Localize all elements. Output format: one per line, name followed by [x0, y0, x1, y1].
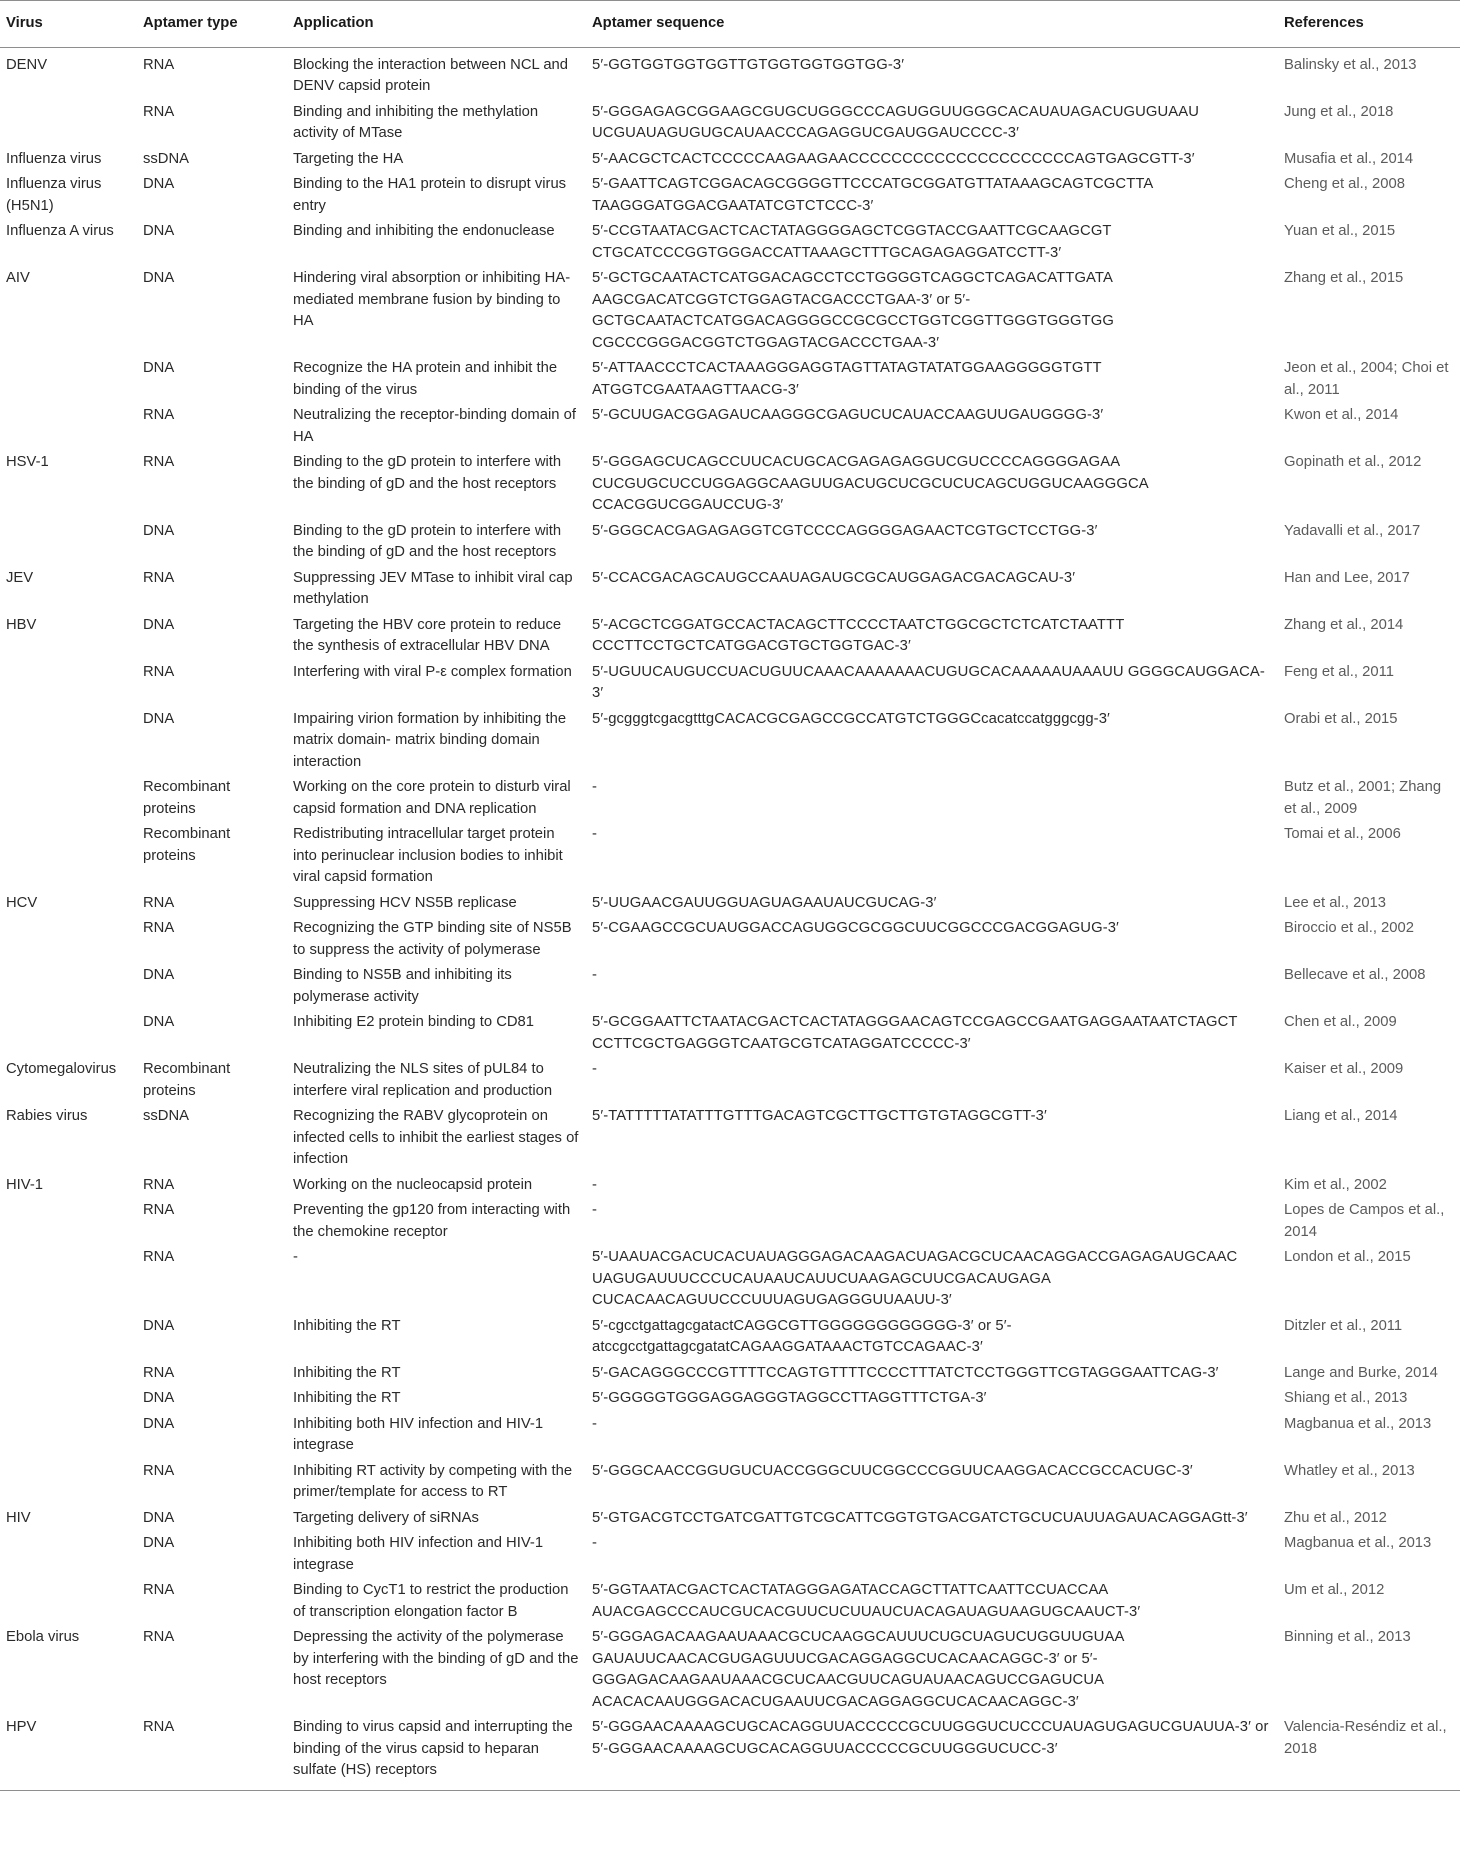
virus-cell [0, 1412, 137, 1459]
aptamer-type-cell: DNA [143, 176, 175, 192]
reference-cell: Kim et al., 2002 [1284, 1176, 1387, 1193]
application-cell: Inhibiting both HIV infection and HIV-1 integrase [293, 1535, 544, 1573]
application-cell: Recognizing the RABV glycoprotein on infected cells to inhibit the earliest stages of infection [293, 1108, 579, 1167]
table-row [0, 1459, 1460, 1506]
table-row [0, 1531, 1460, 1578]
virus-cell [0, 1459, 137, 1506]
virus-cell [0, 356, 137, 403]
reference-cell: Lange and Burke, 2014 [1284, 1364, 1438, 1381]
virus-cell: HSV-1 [6, 454, 49, 470]
table-row [0, 1506, 1460, 1532]
aptamer-type-cell: RNA [143, 1364, 175, 1381]
virus-cell [0, 1531, 137, 1578]
virus-cell: Influenza A virus [6, 223, 114, 239]
table-row [0, 1198, 1460, 1245]
application-cell: Neutralizing the receptor-binding domain of HA [293, 407, 576, 445]
aptamer-sequence-cell: 5′-UAAUACGACUCACUAUAGGGAGACAAGACUAGACGCUCAACAGGACCGAGAGAUGCAAC UAGUGAUUUCCCUCAUAAUCAUUCUAAGAGCUUCGACAUGAGA CUCACAACAGUUCCCUUUAGUGAGGGUUAAUU-3′ [592, 1249, 1238, 1308]
application-cell: Inhibiting the RT [293, 1390, 401, 1406]
virus-cell: HIV-1 [6, 1176, 44, 1193]
reference-cell: Bellecave et al., 2008 [1284, 967, 1426, 983]
reference-cell: Zhu et al., 2012 [1284, 1509, 1387, 1526]
application-cell: Working on the nucleocapsid protein [293, 1176, 533, 1193]
virus-cell: DENV [6, 56, 48, 73]
aptamer-type-cell: Recombinant proteins [143, 779, 231, 817]
application-cell: Suppressing HCV NS5B replicase [293, 894, 517, 911]
aptamer-sequence-cell: 5′-UUGAACGAUUGGUAGUAGAAUAUCGUCAG-3′ [592, 894, 937, 911]
application-cell: Binding and inhibiting the methylation activity of MTase [293, 103, 539, 141]
virus-cell [0, 1010, 137, 1057]
reference-cell: Ditzler et al., 2011 [1284, 1317, 1403, 1334]
aptamer-sequence-cell: 5′-CGAAGCCGCUAUGGACCAGUGGCGCGGCUUCGGCCCGACGGAGUG-3′ [592, 920, 1119, 936]
aptamer-sequence-cell: 5′-AACGCTCACTCCCCCAAGAAGAACCCCCCCCCCCCCCCCCCCCCAGTGAGCGTT-3′ [592, 150, 1195, 167]
table-row [0, 891, 1460, 917]
virus-cell [0, 963, 137, 1010]
aptamer-sequence-cell: - [592, 779, 598, 795]
reference-cell: Yadavalli et al., 2017 [1284, 522, 1421, 539]
aptamer-sequence-cell: - [592, 1061, 598, 1077]
aptamer-type-cell: Recombinant proteins [143, 1061, 231, 1099]
aptamer-sequence-cell: 5′-GGGGGTGGGAGGAGGGTAGGCCTTAGGTTTCTGA-3′ [592, 1390, 987, 1406]
aptamer-sequence-cell: 5′-gcgggtcgacgtttgCACACGCGAGCCGCCATGTCTGGGCcacatccatgggcgg-3′ [592, 710, 1110, 727]
reference-cell: Kaiser et al., 2009 [1284, 1061, 1404, 1077]
aptamer-sequence-cell: 5′-GGGAGAGCGGAAGCGUGCUGGGCCCAGUGGUUGGGCACAUAUAGACUGUGUAAU UCGUAUAGUGUGCAUAACCCAGAGGUCGAUGGAUCCCC-3′ [592, 103, 1199, 141]
table-row [0, 1010, 1460, 1057]
reference-cell: Orabi et al., 2015 [1284, 710, 1398, 727]
aptamer-type-cell: RNA [143, 920, 175, 936]
aptamer-sequence-cell: 5′-GGGAACAAAAGCUGCACAGGUUACCCCCGCUUGGGUCUCCCUAUAGUGAGUCGUAUUA-3′ or 5′-GGGAACAAAAGCUGCACAGGUUACCCCCGCUUGGGUCUCC-3′ [586, 1715, 1278, 1790]
aptamer-type-cell: DNA [143, 270, 175, 286]
aptamer-type-cell: RNA [143, 663, 175, 680]
aptamer-type-cell: DNA [143, 1317, 175, 1334]
aptamer-type-cell: RNA [143, 1202, 175, 1218]
table-row [0, 1245, 1460, 1314]
virus-cell [0, 1386, 137, 1412]
virus-cell: Cytomegalovirus [6, 1061, 117, 1077]
reference-cell: Zhang et al., 2014 [1284, 616, 1404, 633]
aptamer-type-cell: DNA [143, 522, 175, 539]
application-cell: Depressing the activity of the polymerase by interfering with the binding of gD and the host receptors [293, 1629, 579, 1688]
application-cell: Inhibiting the RT [293, 1364, 401, 1381]
application-cell: Blocking the interaction between NCL and DENV capsid protein [293, 56, 569, 94]
virus-cell [0, 1578, 137, 1625]
application-cell: Impairing virion formation by inhibiting the matrix domain- matrix binding domain interaction [293, 710, 567, 770]
application-cell: Suppressing JEV MTase to inhibit viral cap methylation [293, 569, 573, 607]
reference-cell: Butz et al., 2001; Zhang et al., 2009 [1284, 779, 1442, 817]
virus-cell [0, 519, 137, 566]
application-cell: Inhibiting the RT [293, 1317, 401, 1334]
table-row [0, 775, 1460, 822]
application-cell: Interfering with viral P-ε complex formation [293, 663, 572, 680]
aptamer-sequence-cell: 5′-ACGCTCGGATGCCACTACAGCTTCCCCTAATCTGGCGCTCTCATCTAATTT CCCTTCCTGCTCATGGACGTGCTGGTGAC-3′ [592, 616, 1125, 654]
table-row [0, 1314, 1460, 1361]
reference-cell: Jung et al., 2018 [1284, 103, 1394, 120]
table-row [0, 1412, 1460, 1459]
virus-cell: Influenza virus [6, 150, 102, 167]
table-row [0, 707, 1460, 776]
aptamer-type-cell: RNA [143, 894, 175, 911]
virus-cell: HPV [0, 1715, 137, 1790]
application-cell: Hindering viral absorption or inhibiting HA-mediated membrane fusion by binding to HA [293, 270, 571, 329]
aptamer-type-cell: DNA [143, 1390, 175, 1406]
aptamer-type-cell: Recombinant proteins [143, 826, 231, 864]
reference-cell: Zhang et al., 2015 [1284, 270, 1404, 286]
header-virus: Virus [0, 1, 137, 48]
aptamer-sequence-cell: 5′-CCGTAATACGACTCACTATAGGGGAGCTCGGTACCGAATTCGCAAGCGT CTGCATCCCGGTGGGACCATTAAAGCTTTGCAGAGAGGATCCTT-3′ [592, 223, 1112, 261]
reference-cell: Whatley et al., 2013 [1284, 1462, 1415, 1479]
aptamer-sequence-cell: 5′-GAATTCAGTCGGACAGCGGGGTTCCCATGCGGATGTTATAAAGCAGTCGCTTA TAAGGGATGGACGAATATCGTCTCCC-3′ [592, 176, 1153, 214]
reference-cell: Biroccio et al., 2002 [1284, 920, 1414, 936]
aptamer-type-cell: RNA [143, 103, 175, 120]
aptamer-sequence-cell: - [592, 967, 598, 983]
reference-cell: Magbanua et al., 2013 [1284, 1535, 1432, 1551]
aptamer-sequence-cell: - [592, 1202, 598, 1218]
virus-cell [0, 707, 137, 776]
reference-cell: Shiang et al., 2013 [1284, 1390, 1408, 1406]
table-row [0, 822, 1460, 891]
reference-cell: Lee et al., 2013 [1284, 894, 1387, 911]
table-row [0, 963, 1460, 1010]
aptamer-type-cell: RNA [143, 1462, 175, 1479]
aptamer-type-cell: RNA [143, 1629, 175, 1645]
table-row [0, 1057, 1460, 1104]
aptamer-type-cell: RNA [143, 1176, 175, 1193]
reference-cell: Gopinath et al., 2012 [1284, 454, 1422, 470]
aptamer-sequence-cell: 5′-GGGAGACAAGAAUAAACGCUCAAGGCAUUUCUGCUAGUCUGGUUGUAA GAUAUUCAACACGUGAGUUUCGACAGGAGGCUCACAACAGGC-3′ or 5′-GGGAGACAAGAAUAAACGCUCAACGUUCAGUAUAACAGUCCGAGUCUA ACACACAAUGGGACACUGAAUUCGACAGGAGGCUCACAACAGGC-3′ [592, 1629, 1124, 1710]
table-row [0, 1386, 1460, 1412]
aptamer-sequence-cell: 5′-ATTAACCCTCACTAAAGGGAGGTAGTTATAGTATATGGAAGGGGGTGTT ATGGTCGAATAAGTTAACG-3′ [592, 360, 1102, 398]
table-row [0, 660, 1460, 707]
application-cell: Binding and inhibiting the endonuclease [293, 223, 555, 239]
table-row [0, 147, 1460, 173]
table-row [0, 403, 1460, 450]
aptamer-type-cell: DNA [143, 616, 175, 633]
header-aptamer-type: Aptamer type [137, 1, 287, 48]
reference-cell: Yuan et al., 2015 [1284, 223, 1396, 239]
aptamer-sequence-cell: - [592, 1415, 598, 1432]
aptamer-type-cell: ssDNA [143, 150, 190, 167]
aptamer-sequence-cell: 5′-GGTAATACGACTCACTATAGGGAGATACCAGCTTATTCAATTCCUACCAA AUACGAGCCCAUCGUCACGUUCUCUUAUCUACAGAUAGUAAGUGCAAUCT-3′ [592, 1582, 1141, 1620]
table-header [0, 1, 1460, 48]
reference-cell: Lopes de Campos et al., 2014 [1284, 1202, 1445, 1240]
reference-cell: Magbanua et al., 2013 [1284, 1415, 1432, 1432]
aptamer-type-cell: DNA [143, 1415, 175, 1432]
table-row [0, 566, 1460, 613]
virus-cell [0, 1198, 137, 1245]
table-row [0, 450, 1460, 519]
virus-cell: JEV [6, 569, 34, 586]
aptamer-sequence-cell: 5′-GACAGGGCCCGTTTTCCAGTGTTTTCCCCTTTATCTCCTGGGTTCGTAGGGAATTCAG-3′ [592, 1364, 1219, 1381]
aptamer-type-cell: RNA [143, 407, 175, 423]
aptamer-type-cell: DNA [143, 360, 175, 376]
aptamer-sequence-cell: 5′-GGGCAACCGGUGUCUACCGGGCUUCGGCCCGGUUCAAGGACACCGCCACUGC-3′ [592, 1462, 1193, 1479]
table-row [0, 613, 1460, 660]
aptamer-sequence-cell: 5′-GTGACGTCCTGATCGATTGTCGCATTCGGTGTGACGATCTGCUCUAUUAGAUACAGGAGtt-3′ [592, 1509, 1248, 1526]
virus-cell [0, 1245, 137, 1314]
header-application: Application [287, 1, 586, 48]
application-cell: Binding to NS5B and inhibiting its polymerase activity [293, 967, 512, 1005]
virus-cell [0, 822, 137, 891]
application-cell: Binding to virus capsid and interrupting the binding of the virus capsid to heparan sulfate (HS) receptors [287, 1715, 586, 1790]
aptamer-type-cell: RNA [143, 1582, 175, 1598]
application-cell: Targeting the HBV core protein to reduce the synthesis of extracellular HBV DNA [293, 616, 562, 654]
virus-cell [0, 403, 137, 450]
reference-cell: Han and Lee, 2017 [1284, 569, 1410, 586]
aptamer-sequence-cell: 5′-TATTTTTATATTTGTTTGACAGTCGCTTGCTTGTGTAGGCGTT-3′ [592, 1108, 1047, 1124]
aptamer-sequence-cell: 5′-GGTGGTGGTGGTTGTGGTGGTGGTGG-3′ [592, 56, 905, 73]
table-row [0, 219, 1460, 266]
virus-cell: Influenza virus (H5N1) [6, 176, 102, 214]
aptamer-type-cell: DNA [143, 1014, 175, 1030]
aptamer-sequence-cell: - [592, 1176, 598, 1193]
aptamer-sequence-cell: 5′-GGGAGCUCAGCCUUCACUGCACGAGAGAGGUCGUCCCCAGGGGAGAA CUCGUGCUCCUGGAGGCAAGUUGACUGCUCGCUCUCAGCUGGUCAAGGGCA CCACGGUCGGAUCCUG-3′ [592, 454, 1148, 513]
application-cell: Inhibiting both HIV infection and HIV-1 integrase [293, 1415, 544, 1453]
application-cell: Binding to CycT1 to restrict the production of transcription elongation factor B [293, 1582, 569, 1620]
aptamer-type-cell: DNA [143, 967, 175, 983]
virus-cell [0, 1361, 137, 1387]
reference-cell: Liang et al., 2014 [1284, 1108, 1398, 1124]
reference-cell: Binning et al., 2013 [1284, 1629, 1411, 1645]
application-cell: Neutralizing the NLS sites of pUL84 to interfere viral replication and production [293, 1061, 553, 1099]
table-row [0, 100, 1460, 147]
virus-cell [0, 916, 137, 963]
reference-cell: Feng et al., 2011 [1284, 663, 1394, 680]
aptamer-type-cell: ssDNA [143, 1108, 190, 1124]
application-cell: Inhibiting E2 protein binding to CD81 [293, 1014, 535, 1030]
table-body [0, 47, 1460, 1790]
application-cell: - [293, 1249, 298, 1265]
virus-cell: HBV [6, 616, 37, 633]
reference-cell: Chen et al., 2009 [1284, 1014, 1397, 1030]
table-row [0, 47, 1460, 100]
aptamer-sequence-cell: 5′-GCTGCAATACTCATGGACAGCCTCCTGGGGTCAGGCTCAGACATTGATA AAGCGACATCGGTCTGGAGTACGACCCTGAA-3′ or 5′-GCTGCAATACTCATGGACAGGGGCCGCGCCTGGTCGGTTGGGTGGGTGG CGCCCGGGACGGTCTGGAGTACGACCCTGAA-3′ [592, 270, 1114, 351]
aptamer-type-cell: RNA [143, 1249, 175, 1265]
aptamer-sequence-cell: 5′-cgcctgattagcgatactCAGGCGTTGGGGGGGGGGGG-3′ or 5′-atccgcctgattagcgatatCAGAAGGATAAACTGTCCAGAAC-3′ [592, 1317, 1012, 1355]
aptamer-type-cell: RNA [137, 1715, 287, 1790]
virus-cell [0, 1314, 137, 1361]
application-cell: Preventing the gp120 from interacting with the chemokine receptor [293, 1202, 571, 1240]
aptamer-sequence-cell: 5′-GGGCACGAGAGAGGTCGTCCCCAGGGGAGAACTCGTGCTCCTGG-3′ [592, 522, 1098, 539]
aptamer-type-cell: RNA [143, 56, 175, 73]
reference-cell: Kwon et al., 2014 [1284, 407, 1399, 423]
aptamer-type-cell: RNA [143, 569, 175, 586]
table-row [0, 172, 1460, 219]
virus-cell [0, 100, 137, 147]
reference-cell: London et al., 2015 [1284, 1249, 1411, 1265]
application-cell: Redistributing intracellular target protein into perinuclear inclusion bodies to inhibit viral capsid formation [293, 826, 563, 885]
aptamer-type-cell: DNA [143, 1509, 175, 1526]
header-references: References [1278, 1, 1460, 48]
virus-cell: HIV [6, 1509, 31, 1526]
table-row [0, 356, 1460, 403]
reference-cell: Cheng et al., 2008 [1284, 176, 1405, 192]
virus-cell: HCV [6, 894, 38, 911]
aptamer-sequence-cell: 5′-UGUUCAUGUCCUACUGUUCAAACAAAAAAACUGUGCACAAAAAUAAAUU GGGGCAUGGACA-3′ [592, 663, 1265, 701]
aptamer-type-cell: RNA [143, 454, 175, 470]
table-row [0, 266, 1460, 356]
application-cell: Working on the core protein to disturb viral capsid formation and DNA replication [293, 779, 571, 817]
table-row [0, 916, 1460, 963]
application-cell: Binding to the gD protein to interfere with the binding of gD and the host receptors [293, 454, 562, 492]
table-row [0, 1361, 1460, 1387]
aptamer-sequence-cell: 5′-CCACGACAGCAUGCCAAUAGAUGCGCAUGGAGACGACAGCAU-3′ [592, 569, 1076, 586]
application-cell: Binding to the gD protein to interfere with the binding of gD and the host receptors [293, 522, 562, 560]
virus-cell: Rabies virus [6, 1108, 88, 1124]
virus-cell: AIV [6, 270, 30, 286]
reference-cell: Musafia et al., 2014 [1284, 150, 1414, 167]
application-cell: Inhibiting RT activity by competing with the primer/template for access to RT [293, 1462, 573, 1500]
application-cell: Recognize the HA protein and inhibit the binding of the virus [293, 360, 558, 398]
reference-cell: Um et al., 2012 [1284, 1582, 1385, 1598]
reference-cell: Valencia-Reséndiz et al., 2018 [1278, 1715, 1460, 1790]
application-cell: Recognizing the GTP binding site of NS5B to suppress the activity of polymerase [293, 920, 572, 958]
reference-cell: Balinsky et al., 2013 [1284, 56, 1417, 73]
header-aptamer-sequence: Aptamer sequence [586, 1, 1278, 48]
table-row [0, 519, 1460, 566]
application-cell: Binding to the HA1 protein to disrupt virus entry [293, 176, 567, 214]
aptamer-type-cell: DNA [143, 1535, 175, 1551]
application-cell: Targeting delivery of siRNAs [293, 1509, 479, 1526]
table-row [0, 1173, 1460, 1199]
virus-cell: Ebola virus [6, 1629, 80, 1645]
aptamer-sequence-cell: 5′-GCUUGACGGAGAUCAAGGGCGAGUCUCAUACCAAGUUGAUGGGG-3′ [592, 407, 1104, 423]
table-row [0, 1715, 1460, 1790]
aptamer-sequence-cell: 5′-GCGGAATTCTAATACGACTCACTATAGGGAACAGTCCGAGCCGAATGAGGAATAATCTAGCT CCTTCGCTGAGGGTCAATGCGTCATAGGATCCCCC-3′ [592, 1014, 1238, 1052]
aptamer-sequence-cell: - [592, 1535, 598, 1551]
table-row [0, 1104, 1460, 1173]
aptamer-sequence-cell: - [592, 826, 598, 842]
header-row [0, 1, 1460, 48]
aptamer-type-cell: DNA [143, 223, 175, 239]
reference-cell: Tomai et al., 2006 [1284, 826, 1401, 842]
virus-cell [0, 660, 137, 707]
table-row [0, 1625, 1460, 1715]
reference-cell: Jeon et al., 2004; Choi et al., 2011 [1284, 360, 1449, 398]
table-row [0, 1578, 1460, 1625]
application-cell: Targeting the HA [293, 150, 404, 167]
virus-cell [0, 775, 137, 822]
aptamer-type-cell: DNA [143, 710, 175, 727]
